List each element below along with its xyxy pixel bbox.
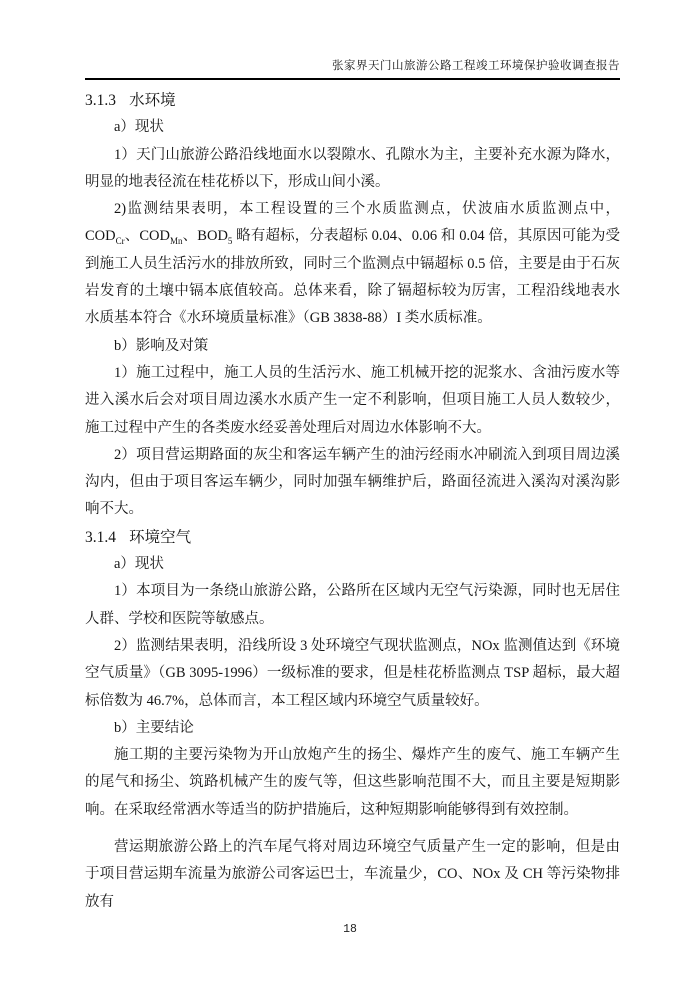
section-heading-3-1-4 (85, 524, 620, 551)
section-number: 3.1.3 (85, 92, 116, 109)
header-rule (85, 78, 620, 80)
air-paragraph-2: 2）监测结果表明，沿线所设 3 处环境空气现状监测点，NOx 监测值达到《环境空气质量》（GB 3095-1996）一级标准的要求，但是桂花桥监测点 TSP 超标，最大超标倍数为 46.7%，总体而言，本工程区域内环境空气质量较好。 (85, 637, 620, 709)
header-title: 张家界天门山旅游公路工程竣工环境保护验收调查报告 (332, 60, 620, 72)
water-p2-subscript-mn: Mn (170, 236, 183, 247)
air-item-a-label: a）现状 (114, 556, 164, 573)
air-item-b-label: b）主要结论 (114, 719, 194, 736)
page-header (85, 57, 620, 78)
section-number: 3.1.4 (85, 528, 116, 546)
water-item-a-label: a）现状 (114, 119, 164, 136)
water-p2-text-4: 略有超标，分表超标 0.04、0.06 和 0.04 倍，其原因可能为受到施工人员生活污水的排放所致，同时三个监测点中镉超标 0.5 倍，主要是由于石灰岩发育的土壤中镉本底值较高。总体来看，除了镉超标较为厉害，工程沿线地表水水质基本符合《水环境质量标准》（GB 3838-88）I 类水质标准。 (85, 228, 620, 327)
section-title: 环境空气 (129, 528, 192, 546)
section-title: 水环境 (129, 92, 176, 109)
water-p2-subscript-5: 5 (227, 236, 233, 247)
water-paragraph-2 (85, 196, 620, 332)
air-paragraph-3: 施工期的主要污染物为开山放炮产生的扬尘、爆炸产生的废气、施工车辆产生的尾气和扬尘、筑路机械产生的废气等，但这些影响范围不大，而且主要是短期影响。在采取经常洒水等适当的防护措施后，这种短期影响能够得到有效控制。 (85, 747, 620, 818)
water-p2-text-1: 2)监测结果表明，本工程设置的三个水质监测点，伏波庙水质监测点中，COD (85, 201, 620, 245)
water-p2-text-3: 、BOD (182, 228, 228, 245)
document-body (85, 87, 620, 916)
air-paragraph-4: 营运期旅游公路上的汽车尾气将对周边环境空气质量产生一定的影响，但是由于项目营运期车流量为旅游公司客运巴士，车流量少，CO、NOx 及 CH 等污染物排放有 (85, 839, 620, 910)
water-item-b-label: b）影响及对策 (114, 337, 209, 354)
section-heading-3-1-3 (85, 87, 620, 114)
page-footer (0, 923, 700, 936)
water-paragraph-4: 2）项目营运期路面的灰尘和客运车辆产生的油污经雨水冲刷流入到项目周边溪沟内，但由于项目客运车辆少，同时加强车辆维护后，路面径流进入溪沟对溪沟影响不大。 (85, 446, 620, 518)
water-paragraph-3: 1）施工过程中，施工人员的生活污水、施工机械开挖的泥浆水、含油污废水等进入溪水后会对项目周边溪水水质产生一定不利影响，但项目施工人员人数较少，施工过程中产生的各类废水经妥善处理后对周边水体影响不大。 (85, 364, 620, 436)
water-p2-text-2: 、COD (124, 228, 171, 245)
page-number: 18 (343, 923, 357, 936)
air-paragraph-1: 1）本项目为一条绕山旅游公路，公路所在区域内无空气污染源，同时也无居住人群、学校和医院等敏感点。 (85, 583, 620, 627)
water-p2-subscript-cr: Cr (115, 236, 125, 247)
water-paragraph-1: 1）天门山旅游公路沿线地面水以裂隙水、孔隙水为主，主要补充水源为降水，明显的地表径流在桂花桥以下，形成山间小溪。 (85, 146, 620, 190)
